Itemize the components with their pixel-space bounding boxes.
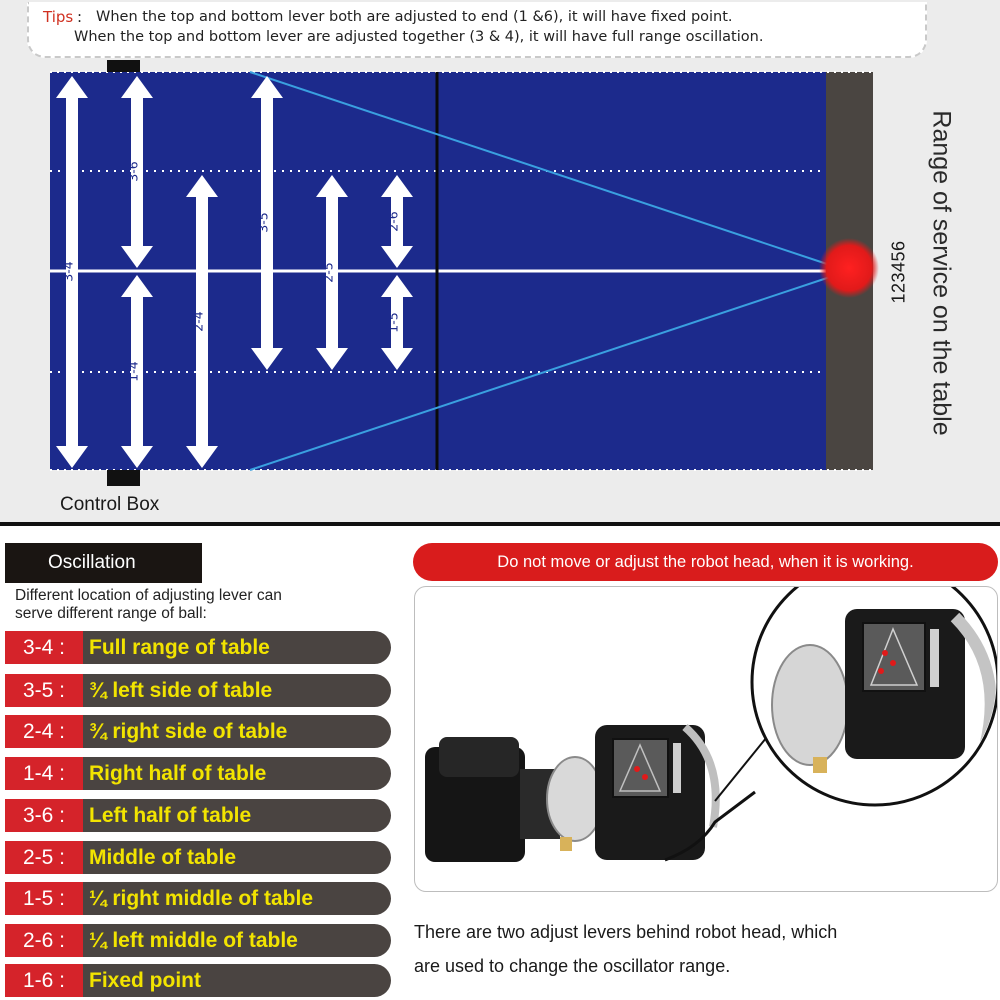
control-box-label: Control Box bbox=[60, 494, 160, 515]
oscillation-row bbox=[5, 799, 391, 832]
row-text: ¼ left middle of table bbox=[89, 929, 298, 952]
oscillation-row bbox=[5, 964, 391, 997]
oscillation-row bbox=[5, 674, 391, 707]
robot-panel-buttons bbox=[673, 743, 681, 793]
oscillation-row bbox=[5, 924, 391, 957]
tips-line-2: When the top and bottom lever are adjusted together (3 & 4), it will have full range oscillation. bbox=[74, 29, 764, 45]
robot-panel-led bbox=[634, 766, 640, 772]
section-divider bbox=[0, 522, 1000, 526]
row-code: 3-4 : bbox=[5, 631, 83, 664]
robot-panel-led bbox=[642, 774, 648, 780]
range-arrow-label: 2-4 bbox=[190, 310, 206, 332]
tips-separator: : bbox=[77, 8, 83, 26]
row-code: 1-5 : bbox=[5, 882, 83, 915]
oscillation-row bbox=[5, 841, 391, 874]
row-code: 2-4 : bbox=[5, 715, 83, 748]
range-arrow-label: 3-4 bbox=[60, 261, 76, 282]
zoom-panel-led bbox=[878, 668, 884, 674]
robot-head-illustration bbox=[415, 587, 998, 892]
zoom-clear-housing bbox=[772, 645, 848, 765]
range-numbers: 123456 bbox=[888, 240, 909, 304]
row-text: ¼ right middle of table bbox=[89, 887, 314, 910]
robot-head-photo bbox=[414, 586, 998, 892]
row-code: 2-6 : bbox=[5, 924, 83, 957]
range-arrow-label: 3-5 bbox=[255, 212, 271, 233]
zoom-panel-led bbox=[890, 660, 896, 666]
range-of-service-title: Range of service on the table bbox=[927, 110, 956, 436]
oscillation-row bbox=[5, 882, 391, 915]
zoom-panel-buttons bbox=[930, 629, 939, 687]
zoom-lever-brass bbox=[813, 757, 827, 773]
robot-clear-housing bbox=[547, 757, 603, 841]
row-code: 3-5 : bbox=[5, 674, 83, 707]
robot-motor-cap bbox=[439, 737, 519, 777]
row-code: 3-6 : bbox=[5, 799, 83, 832]
oscillation-row bbox=[5, 757, 391, 790]
row-text: Right half of table bbox=[89, 762, 267, 785]
service-point bbox=[819, 238, 879, 298]
oscillation-header: Oscillation bbox=[5, 543, 202, 583]
range-arrow-label: 2-5 bbox=[320, 261, 336, 283]
range-arrow-label: 1-5 bbox=[385, 311, 401, 333]
row-code: 1-4 : bbox=[5, 757, 83, 790]
control-box-bottom bbox=[107, 470, 140, 486]
row-text: Middle of table bbox=[89, 846, 236, 869]
tips-line-1: When the top and bottom lever both are adjusted to end (1 &6), it will have fixed point. bbox=[96, 9, 733, 25]
zoom-panel-led bbox=[882, 650, 888, 656]
warning-banner: Do not move or adjust the robot head, when it is working. bbox=[413, 543, 998, 581]
row-text: Fixed point bbox=[89, 969, 201, 992]
row-text: ¾ right side of table bbox=[89, 720, 288, 743]
caption-line-2: are used to change the oscillator range. bbox=[414, 956, 731, 976]
caption-line-1: There are two adjust levers behind robot head, which bbox=[414, 922, 838, 942]
row-code: 1-6 : bbox=[5, 964, 83, 997]
row-text: Full range of table bbox=[89, 636, 270, 659]
row-code: 2-5 : bbox=[5, 841, 83, 874]
tips-label: Tips bbox=[43, 8, 74, 26]
range-arrow-label: 2-6 bbox=[385, 210, 401, 232]
row-text: Left half of table bbox=[89, 804, 252, 827]
oscillation-intro-line-1: Different location of adjusting lever can bbox=[15, 587, 282, 604]
control-box-top bbox=[107, 60, 140, 72]
robot-lever-brass bbox=[560, 837, 572, 851]
oscillation-intro-line-2: serve different range of ball: bbox=[15, 605, 207, 622]
range-arrow-label: 1-4 bbox=[125, 360, 141, 382]
oscillation-row bbox=[5, 715, 391, 748]
row-text: ¾ left side of table bbox=[89, 679, 273, 702]
oscillation-row bbox=[5, 631, 391, 664]
range-arrow-label: 3-6 bbox=[125, 161, 141, 182]
